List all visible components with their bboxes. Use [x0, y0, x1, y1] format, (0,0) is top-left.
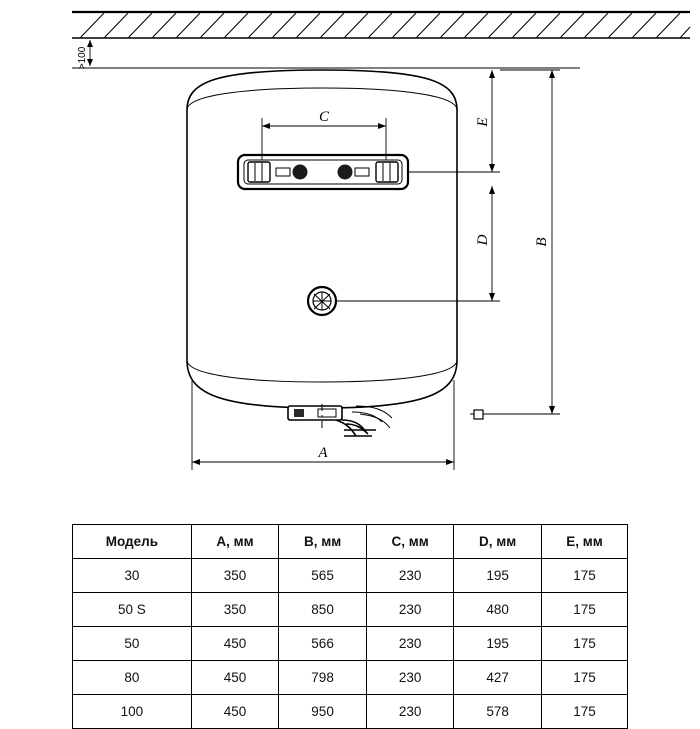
- table-header-c: C, мм: [366, 525, 454, 559]
- cell-e: 175: [541, 661, 627, 695]
- cell-e: 175: [541, 695, 627, 729]
- control-panel: [238, 155, 408, 189]
- cell-a: 450: [191, 695, 279, 729]
- dimension-label-e: E: [475, 117, 491, 127]
- cell-a: 350: [191, 559, 279, 593]
- table-header-b: B, мм: [279, 525, 367, 559]
- ceiling-gap-label: >100: [77, 46, 88, 70]
- table-row: [73, 559, 628, 593]
- cell-model: 50 S: [73, 593, 192, 627]
- cell-model: 50: [73, 627, 192, 661]
- cell-a: 450: [191, 661, 279, 695]
- cell-a: 350: [191, 593, 279, 627]
- bottom-connections: [288, 406, 392, 436]
- cell-c: 230: [366, 627, 454, 661]
- dimension-label-d: D: [475, 234, 491, 246]
- table-row: [73, 627, 628, 661]
- cell-b: 566: [279, 627, 367, 661]
- flange-port: [308, 287, 336, 315]
- cell-a: 450: [191, 627, 279, 661]
- cell-model: 100: [73, 695, 192, 729]
- dimension-label-b: B: [534, 237, 550, 247]
- cell-d: 578: [454, 695, 542, 729]
- cell-d: 427: [454, 661, 542, 695]
- ceiling-gap-dimension: [77, 40, 93, 69]
- cell-b: 850: [279, 593, 367, 627]
- table-header-a: A, мм: [191, 525, 279, 559]
- cell-model: 30: [73, 559, 192, 593]
- cell-d: 480: [454, 593, 542, 627]
- dimension-label-c: C: [318, 109, 330, 125]
- cell-model: 80: [73, 661, 192, 695]
- table-row: [73, 661, 628, 695]
- ceiling-hatching: [72, 12, 690, 38]
- cell-b: 798: [279, 661, 367, 695]
- table-header-row: [73, 525, 628, 559]
- cell-e: 175: [541, 627, 627, 661]
- cell-d: 195: [454, 559, 542, 593]
- dimension-label-a: A: [318, 445, 328, 461]
- cell-e: 175: [541, 593, 627, 627]
- cell-c: 230: [366, 661, 454, 695]
- table-row: [73, 593, 628, 627]
- cell-c: 230: [366, 559, 454, 593]
- cell-c: 230: [366, 593, 454, 627]
- cell-b: 565: [279, 559, 367, 593]
- cell-c: 230: [366, 695, 454, 729]
- cell-d: 195: [454, 627, 542, 661]
- cell-e: 175: [541, 559, 627, 593]
- table-header-d: D, мм: [454, 525, 542, 559]
- table-header-e: E, мм: [541, 525, 627, 559]
- cell-b: 950: [279, 695, 367, 729]
- specifications-table: [72, 524, 628, 729]
- table-header-model: Модель: [73, 525, 192, 559]
